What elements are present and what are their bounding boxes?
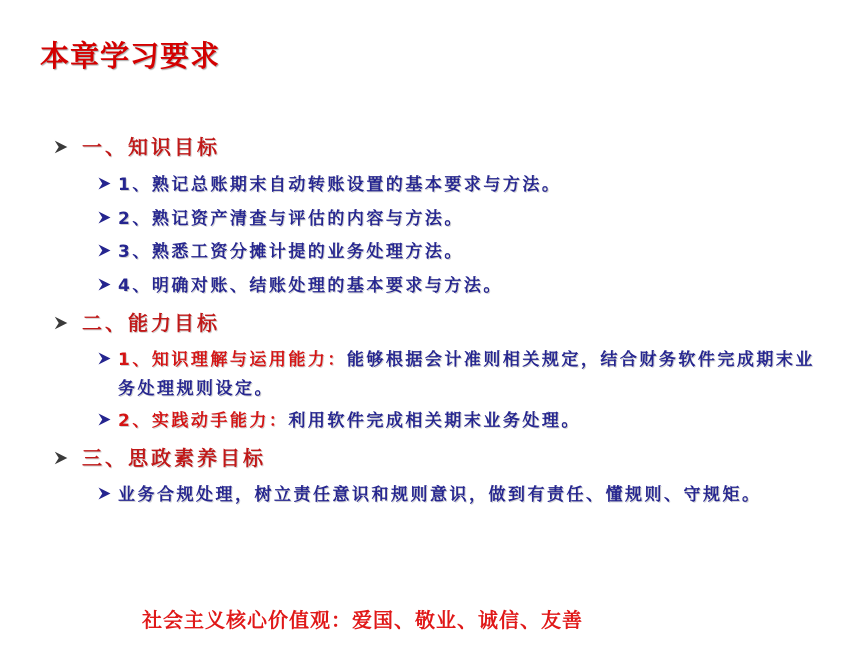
section-heading-label: 一、知识目标 bbox=[82, 135, 220, 159]
list-item bbox=[97, 238, 832, 267]
arrow-icon bbox=[97, 277, 112, 292]
arrow-icon bbox=[97, 243, 112, 258]
section-heading-label: 二、能力目标 bbox=[82, 311, 220, 335]
list-item-text bbox=[118, 346, 832, 404]
list-item bbox=[97, 346, 832, 404]
list-item bbox=[97, 272, 832, 301]
list-item bbox=[97, 171, 832, 200]
list-item bbox=[97, 205, 832, 234]
highlight-text: 2、实践动手能力： bbox=[118, 411, 289, 431]
section-heading-label: 三、思政素养目标 bbox=[82, 446, 266, 470]
list-item-text: 4、明确对账、结账处理的基本要求与方法。 bbox=[118, 276, 503, 296]
arrow-icon bbox=[97, 210, 112, 225]
list-item-text: 业务合规处理，树立责任意识和规则意识，做到有责任、懂规则、守规矩。 bbox=[118, 485, 762, 505]
arrow-icon bbox=[97, 351, 112, 366]
arrow-icon bbox=[52, 449, 70, 467]
highlight-text: 1、知识理解与运用能力： bbox=[118, 350, 347, 370]
arrow-icon bbox=[97, 412, 112, 427]
section-heading bbox=[52, 309, 832, 337]
arrow-icon bbox=[97, 486, 112, 501]
arrow-icon bbox=[52, 314, 70, 332]
arrow-icon bbox=[97, 176, 112, 191]
section-heading bbox=[52, 133, 832, 161]
page-title: 本章学习要求 bbox=[40, 39, 221, 73]
body-text: 能够根据会计准则相关规定，结合财务软件完成期末业务处理规则设定。 bbox=[118, 350, 815, 399]
list-item-text: 3、熟悉工资分摊计提的业务处理方法。 bbox=[118, 242, 464, 262]
list-item-text: 1、熟记总账期末自动转账设置的基本要求与方法。 bbox=[118, 175, 562, 195]
body-text: 利用软件完成相关期末业务处理。 bbox=[288, 411, 581, 431]
arrow-icon bbox=[52, 138, 70, 156]
list-item-text: 2、熟记资产清查与评估的内容与方法。 bbox=[118, 209, 464, 229]
list-item bbox=[97, 407, 832, 436]
list-item-text bbox=[118, 407, 581, 436]
core-values-footer: 社会主义核心价值观：爱国、敬业、诚信、友善 bbox=[142, 608, 583, 632]
list-item bbox=[97, 481, 832, 510]
section-heading bbox=[52, 444, 832, 472]
